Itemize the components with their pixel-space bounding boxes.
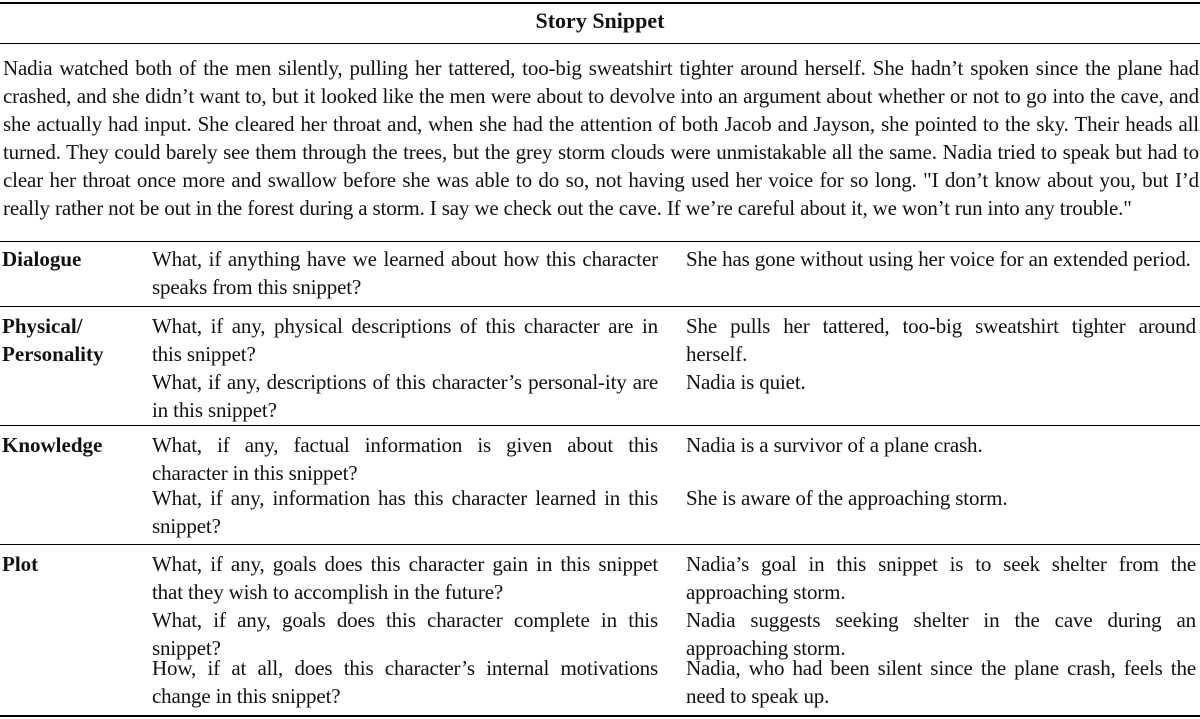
question-text: What, if any, descriptions of this character’s personal-ity are in this snippet? — [152, 370, 658, 422]
answer-text: Nadia suggests seeking shelter in the cave during an approaching storm. — [686, 608, 1196, 660]
answer-text: Nadia is quiet. — [686, 370, 806, 394]
question-text: What, if anything have we learned about how this character speaks from this snippet? — [152, 247, 658, 299]
answer-text: She is aware of the approaching storm. — [686, 486, 1008, 510]
table-title: Story Snippet — [535, 8, 665, 33]
question-text: How, if at all, does this character’s internal motivations change in this snippet? — [152, 656, 658, 708]
answer-text: She pulls her tattered, too-big sweatshirt tighter around herself. — [686, 314, 1196, 366]
top-rule — [0, 2, 1200, 4]
category-label: Dialogue — [2, 247, 82, 271]
category-label: Physical/ Personality — [2, 314, 104, 366]
answer-text: Nadia is a survivor of a plane crash. — [686, 433, 983, 457]
answer-text: Nadia’s goal in this snippet is to seek shelter from the approaching storm. — [686, 552, 1196, 604]
question-text: What, if any, goals does this character complete in this snippet? — [152, 608, 658, 660]
answer-text: She has gone without using her voice for an extended period. — [686, 247, 1191, 271]
bottom-rule — [0, 715, 1200, 717]
category-label: Plot — [2, 552, 39, 576]
question-text: What, if any, factual information is given about this character in this snippet? — [152, 433, 658, 485]
header-rule — [0, 43, 1200, 44]
answer-text: Nadia, who had been silent since the plane crash, feels the need to speak up. — [686, 656, 1196, 708]
snippet-rule — [0, 241, 1200, 242]
category-label: Knowledge — [2, 433, 103, 457]
row-divider — [0, 544, 1200, 545]
row-divider — [0, 306, 1200, 307]
question-text: What, if any, physical descriptions of this character are in this snippet? — [152, 314, 658, 366]
row-divider — [0, 425, 1200, 426]
question-text: What, if any, goals does this character gain in this snippet that they wish to accomplish in the future? — [152, 552, 658, 604]
story-snippet-text: Nadia watched both of the men silently, pulling her tattered, too-big sweatshirt tighter around herself. She hadn’t spoken since the plane had crashed, and she didn’t want to, but it looked like the men were about to devolve into an argument about whether or not to go into the cave, and she actually had input. She cleared her throat and, when she had the attention of both Jacob and Jayson, she pointed to the sky. Their heads all turned. They could barely see them through the trees, but the grey storm clouds were unmistakable all the same. Nadia tried to speak but had to clear her throat once more and swallow before she was able to do so, not having used her voice for so long. "I don’t know about you, but I’d really rather not be out in the forest during a storm. I say we check out the cave. If we’re careful about it, we won’t run into any trouble." — [3, 56, 1199, 220]
question-text: What, if any, information has this character learned in this snippet? — [152, 486, 658, 538]
